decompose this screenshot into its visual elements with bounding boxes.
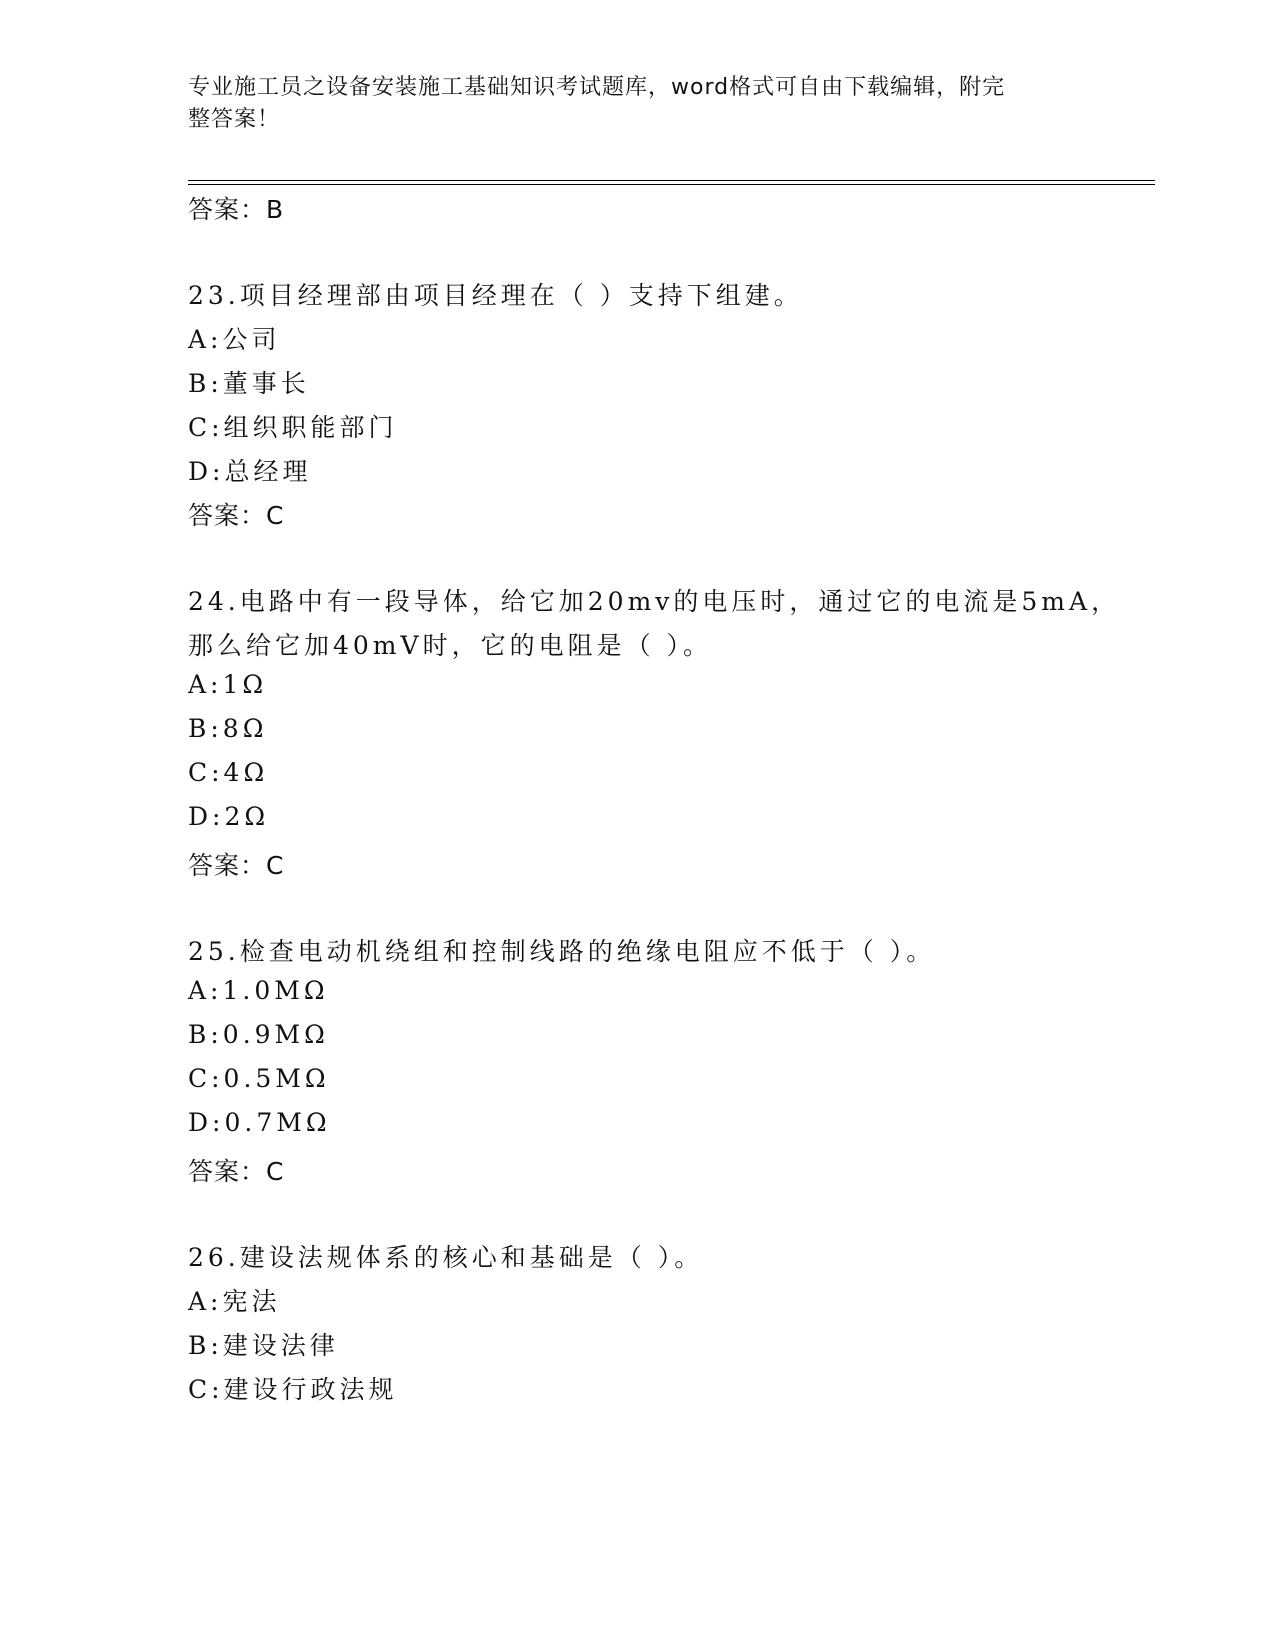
option-a: A:公司	[188, 325, 281, 354]
header-divider-bottom	[188, 184, 1155, 185]
option-b: B:8Ω	[188, 714, 268, 743]
question-stem: 23.项目经理部由项目经理在（ ）支持下组建。	[188, 281, 803, 310]
option-a: A:1Ω	[188, 670, 268, 699]
option-b: B:建设法律	[188, 1331, 339, 1360]
question-stem-continued: 那么给它加40mV时，它的电阻是（ ）。	[188, 631, 713, 660]
option-d: D:2Ω	[188, 802, 270, 831]
question-stem: 26.建设法规体系的核心和基础是（ ）。	[188, 1243, 704, 1272]
option-c: C:0.5MΩ	[188, 1064, 330, 1093]
option-c: C:建设行政法规	[188, 1375, 398, 1404]
header-line-2: 整答案！	[188, 107, 281, 132]
option-d: D:0.7MΩ	[188, 1108, 331, 1137]
header-divider-top	[188, 180, 1155, 181]
option-a: A:宪法	[188, 1287, 281, 1316]
option-c: C:4Ω	[188, 758, 269, 787]
option-a: A:1.0MΩ	[188, 976, 329, 1005]
answer-line: 答案：C	[188, 1157, 285, 1186]
header-line-1: 专业施工员之设备安装施工基础知识考试题库，word格式可自由下载编辑，附完	[188, 75, 1006, 100]
question-stem: 25.检查电动机绕组和控制线路的绝缘电阻应不低于（ ）。	[188, 937, 936, 966]
option-b: B:董事长	[188, 369, 310, 398]
question-stem: 24.电路中有一段导体，给它加20mv的电压时，通过它的电流是5mA，	[188, 587, 1121, 616]
option-d: D:总经理	[188, 457, 312, 486]
answer-line: 答案：C	[188, 851, 285, 880]
option-b: B:0.9MΩ	[188, 1020, 329, 1049]
document-header	[188, 72, 1068, 136]
answer-line: 答案：B	[188, 195, 285, 224]
answer-line: 答案：C	[188, 501, 285, 530]
option-c: C:组织职能部门	[188, 413, 398, 442]
